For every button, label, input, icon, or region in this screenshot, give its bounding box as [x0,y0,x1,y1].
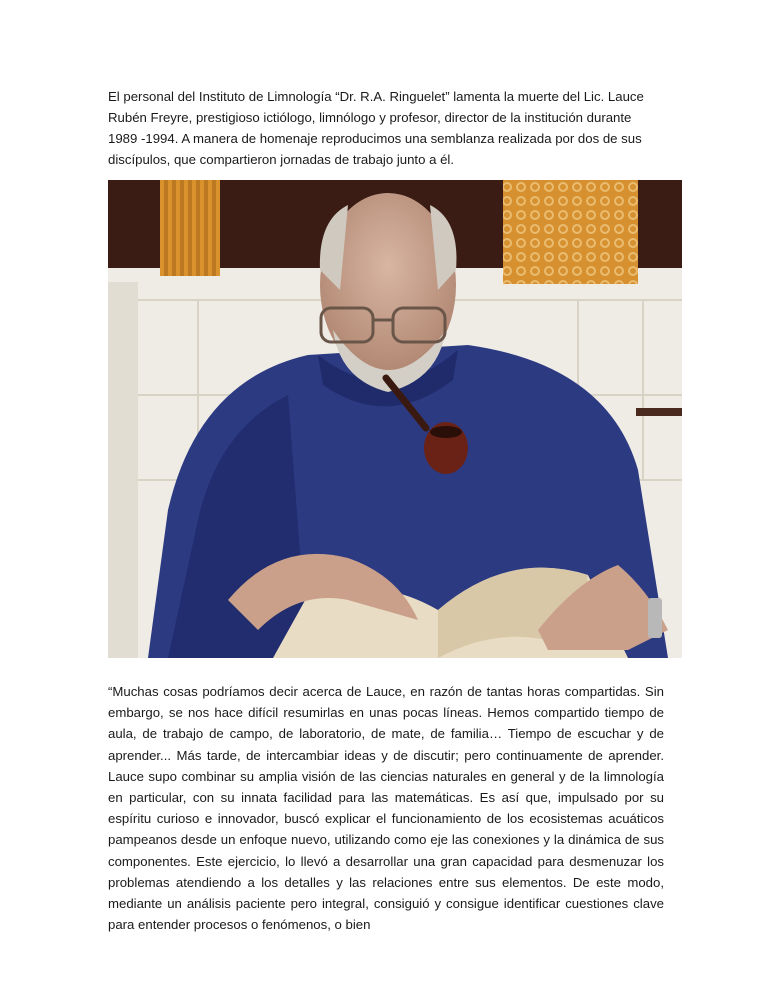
portrait-photo [108,180,682,658]
body-paragraph: “Muchas cosas podríamos decir acerca de Lauce, en razón de tantas horas compartidas. Sin embargo, se nos hace difícil resumirlas en unas pocas líneas. Hemos compartido tiempo de aula, de trabajo de campo, de laboratorio, de mate, de familia… Tiempo de escuchar y de aprender... Más tarde, de intercambiar ideas y de discutir; pero continuamente de aprender. Lauce supo combinar su amplia visión de las ciencias naturales en general y de la limnología en particular, con su innata facilidad para las matemáticas. Es así que, impulsado por su espíritu curioso e innovador, buscó explicar el funcionamiento de los ecosistemas acuáticos pampeanos desde un enfoque nuevo, utilizando como eje las conexiones y la dinámica de sus componentes. Este ejercicio, lo llevó a desarrollar una gran capacidad para desmenuzar los problemas atendiendo a los detalles y las relaciones entre sus elementos. De este modo, mediante un análisis paciente pero integral, consiguió y consigue identificar cuestiones clave para entender procesos o fenómenos, o bien [108,684,664,933]
photo-towel-left [160,180,220,276]
intro-paragraph: El personal del Instituto de Limnología “Dr. R.A. Ringuelet” lamenta la muerte del Lic. Lauce Rubén Freyre, prestigioso ictiólogo, limnólogo y profesor, director de la institución durante 1989 -1994. A manera de homenaje reproducimos una semblanza realizada por dos de sus discípulos, que compartieron jornadas de trabajo junto a él. [108,89,644,167]
photo-towel-right [503,180,638,284]
